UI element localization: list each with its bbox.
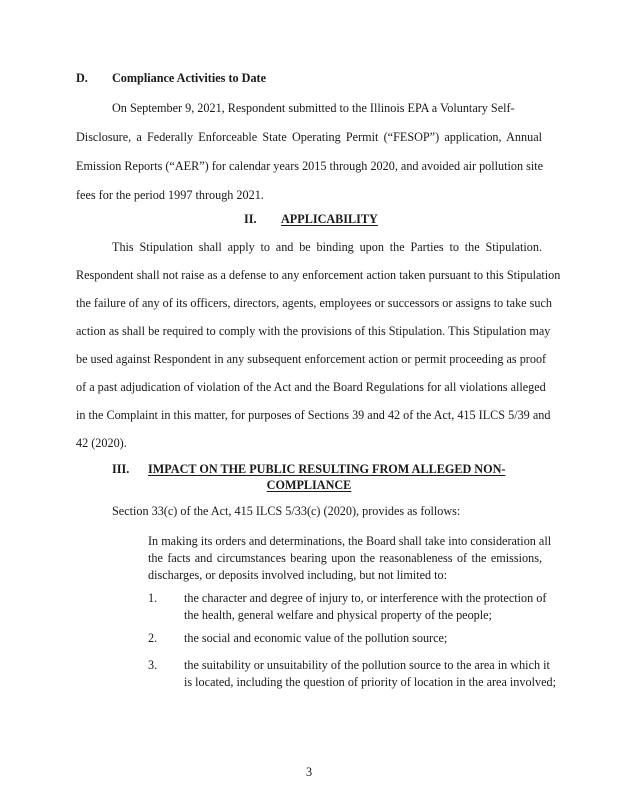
- section-d-label: D.: [76, 71, 88, 85]
- page-number: 3: [305, 765, 313, 779]
- quote-line: the facts and circumstances bearing upon the reasonableness of the emissions,: [148, 551, 542, 565]
- section-d-line: On September 9, 2021, Respondent submitted to the Illinois EPA a Voluntary Self-: [112, 101, 515, 115]
- section-ii-line: This Stipulation shall apply to and be binding upon the Parties to the Stipulation.: [112, 240, 542, 254]
- section-ii-line: Respondent shall not raise as a defense to any enforcement action taken pursuant to this Stipulation: [76, 268, 561, 282]
- section-iii-title: IMPACT ON THE PUBLIC RESULTING FROM ALLEGED NON-: [148, 462, 506, 476]
- section-iii-intro: Section 33(c) of the Act, 415 ILCS 5/33(c) (2020), provides as follows:: [112, 504, 461, 518]
- list-item-number: 2.: [148, 631, 158, 645]
- section-d-title: Compliance Activities to Date: [112, 71, 267, 85]
- list-item-line: the character and degree of injury to, or interference with the protection of: [184, 591, 547, 605]
- list-item-line: the suitability or unsuitability of the pollution source to the area in which it: [184, 658, 550, 672]
- section-ii-line: the failure of any of its officers, directors, agents, employees or successors or assigns to take such: [76, 296, 552, 310]
- section-iii-title-cont: COMPLIANCE: [266, 478, 352, 492]
- section-ii-title: APPLICABILITY: [281, 212, 378, 226]
- list-item-number: 1.: [148, 591, 158, 605]
- section-ii-line: 42 (2020).: [76, 436, 127, 450]
- section-d-line: fees for the period 1997 through 2021.: [76, 188, 264, 202]
- section-ii-line: action as shall be required to comply with the provisions of this Stipulation. This Stipulation may: [76, 324, 551, 338]
- section-ii-number: II.: [244, 212, 257, 226]
- section-d-line: Emission Reports (“AER”) for calendar years 2015 through 2020, and avoided air pollution site: [76, 159, 544, 173]
- section-ii-line: be used against Respondent in any subsequent enforcement action or permit proceeding as proof: [76, 352, 547, 366]
- section-d-line: Disclosure, a Federally Enforceable State Operating Permit (“FESOP”) application, Annual: [76, 130, 542, 144]
- section-ii-line: of a past adjudication of violation of the Act and the Board Regulations for all violations alleged: [76, 380, 546, 394]
- section-ii-line: in the Complaint in this matter, for purposes of Sections 39 and 42 of the Act, 415 ILCS 5/39 and: [76, 408, 551, 422]
- list-item-line: the social and economic value of the pollution source;: [184, 631, 448, 645]
- list-item-number: 3.: [148, 658, 158, 672]
- list-item-line: is located, including the question of priority of location in the area involved;: [184, 675, 556, 689]
- list-item-line: the health, general welfare and physical property of the people;: [184, 608, 492, 622]
- quote-line: In making its orders and determinations, the Board shall take into consideration all: [148, 534, 552, 548]
- quote-line: discharges, or deposits involved including, but not limited to:: [148, 568, 448, 582]
- section-iii-number: III.: [112, 462, 130, 476]
